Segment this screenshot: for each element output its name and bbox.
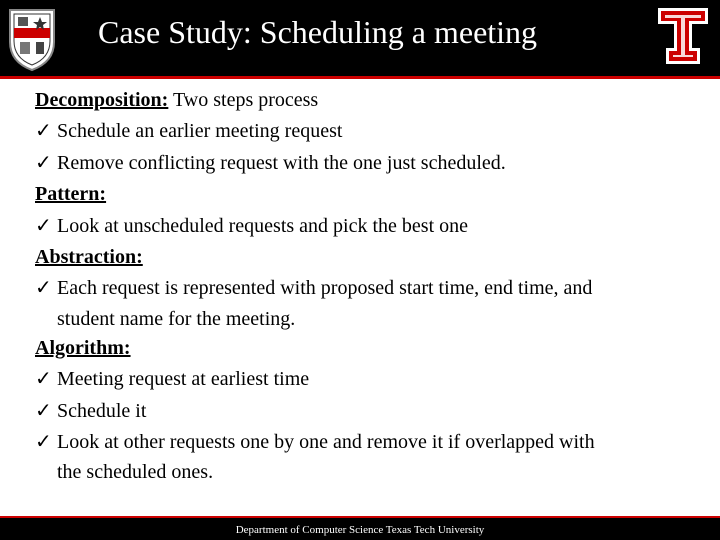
list-item: [35, 148, 715, 179]
checkmark-icon: ✓: [35, 214, 52, 237]
checkmark-icon: ✓: [35, 368, 52, 391]
bullet-text: Remove conflicting request with the one just scheduled.: [57, 151, 506, 174]
bullet-text: Schedule an earlier meeting request: [57, 120, 343, 143]
checkmark-icon: ✓: [35, 151, 52, 174]
slide-header: [0, 0, 720, 76]
pattern-heading: Pattern:: [35, 183, 107, 206]
algorithm-heading: Algorithm:: [35, 336, 131, 359]
list-item: [35, 211, 715, 242]
bullet-text: Look at unscheduled requests and pick the best one: [57, 214, 468, 237]
checkmark-icon: ✓: [35, 120, 52, 143]
list-item: [35, 116, 715, 147]
bullet-text: Meeting request at earliest time: [57, 368, 310, 391]
list-item: [35, 273, 715, 304]
slide-body: [35, 85, 715, 486]
list-item: [35, 396, 715, 427]
bullet-text: Look at other requests one by one and remove it if overlapped with: [57, 431, 595, 454]
header-accent-rule: [0, 76, 720, 79]
bullet-text: Schedule it: [57, 399, 147, 422]
checkmark-icon: ✓: [35, 399, 52, 422]
abstraction-heading: Abstraction:: [35, 246, 143, 269]
double-t-logo-icon: [656, 6, 710, 66]
slide-footer: [0, 518, 720, 540]
list-item: [35, 427, 715, 458]
bullet-text: Each request is represented with proposed start time, end time, and: [57, 277, 593, 300]
slide-title: Case Study: Scheduling a meeting: [98, 14, 538, 50]
list-item: [35, 364, 715, 395]
checkmark-icon: ✓: [35, 431, 52, 454]
decomposition-text: Two steps process: [168, 89, 319, 111]
decomposition-heading: Decomposition:: [35, 89, 169, 111]
footer-text: Department of Computer Science Texas Tech University: [235, 524, 485, 536]
bullet-continuation: the scheduled ones.: [57, 461, 214, 484]
decomposition-line: [35, 85, 715, 116]
university-seal-icon: [6, 6, 58, 72]
bullet-continuation: student name for the meeting.: [57, 307, 296, 330]
checkmark-icon: ✓: [35, 277, 52, 300]
